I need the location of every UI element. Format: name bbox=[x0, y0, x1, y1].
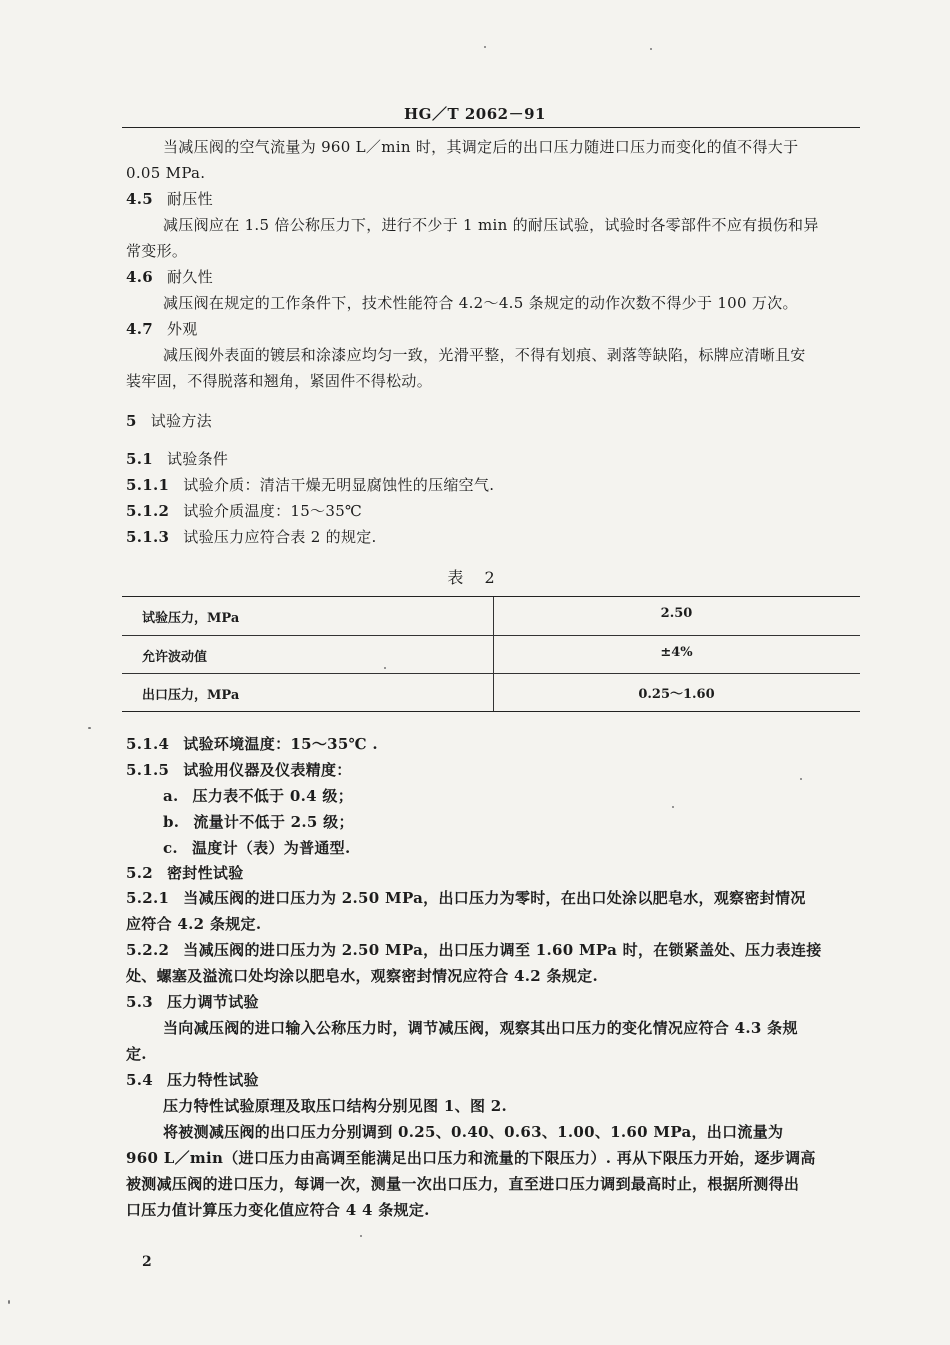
header-rule bbox=[122, 127, 860, 128]
row-label: 允许波动值 bbox=[142, 650, 208, 665]
list-text: 温度计（表）为普通型. bbox=[191, 839, 351, 857]
clause-5-2-1-line-2: 应符合 4.2 条规定. bbox=[126, 915, 262, 933]
scan-speck bbox=[8, 1300, 10, 1304]
section-5-4-line-2: 将被测减压阀的出口压力分别调到 0.25、0.40、0.63、1.00、1.60 MPa，出口流量为 bbox=[163, 1123, 784, 1141]
section-title: 试验方法 bbox=[150, 412, 212, 430]
section-4-6-heading bbox=[126, 266, 213, 288]
row-value: ±4% bbox=[660, 645, 693, 660]
section-5-3-heading bbox=[126, 991, 259, 1013]
list-item-c bbox=[163, 837, 351, 859]
section-title: 外观 bbox=[167, 320, 198, 338]
scan-speck bbox=[800, 778, 802, 780]
clause-text: 当减压阀的进口压力为 2.50 MPa，出口压力调至 1.60 MPa 时，在锁紧盖处、压力表连接 bbox=[183, 941, 822, 959]
clause-text: 试验介质温度：15～35℃ bbox=[183, 502, 363, 520]
clause-5-2-2-line-1 bbox=[126, 939, 822, 961]
clause-5-1-4 bbox=[126, 733, 378, 755]
clause-number: 5.2.1 bbox=[126, 889, 170, 907]
clause-number: 5.1.3 bbox=[126, 528, 170, 546]
clause-number: 5.1.2 bbox=[126, 502, 170, 520]
section-number: 5.1 bbox=[126, 450, 153, 468]
table-row bbox=[122, 673, 860, 712]
paragraph-4-3-line-2: 0.05 MPa. bbox=[126, 164, 206, 182]
section-number: 4.6 bbox=[126, 268, 153, 286]
list-item-b bbox=[163, 811, 354, 833]
clause-number: 5.1.1 bbox=[126, 476, 170, 494]
standard-code-header: HG／T 2062－91 bbox=[404, 105, 546, 123]
section-title: 压力调节试验 bbox=[167, 993, 259, 1011]
list-marker: a. bbox=[163, 787, 179, 805]
section-5-4-line-5: 口压力值计算压力变化值应符合 4 4 条规定. bbox=[126, 1201, 430, 1219]
table-row bbox=[122, 635, 860, 674]
list-text: 流量计不低于 2.5 级； bbox=[193, 813, 354, 831]
clause-5-1-2 bbox=[126, 500, 362, 522]
list-item-a bbox=[163, 785, 353, 807]
section-4-6-line-1: 减压阀在规定的工作条件下，技术性能符合 4.2～4.5 条规定的动作次数不得少于 100 万次。 bbox=[163, 294, 798, 312]
list-marker: b. bbox=[163, 813, 180, 831]
section-4-5-line-2: 常变形。 bbox=[126, 242, 188, 260]
section-5-4-line-4: 被测减压阀的进口压力，每调一次，测量一次出口压力，直至进口压力调到最高时止，根据所测得出 bbox=[126, 1175, 800, 1193]
section-title: 耐压性 bbox=[167, 190, 213, 208]
page-number: 2 bbox=[142, 1254, 152, 1270]
scan-speck bbox=[360, 1235, 362, 1237]
scan-speck bbox=[384, 667, 386, 669]
row-label: 出口压力，MPa bbox=[142, 688, 240, 703]
list-text: 压力表不低于 0.4 级； bbox=[192, 787, 353, 805]
clause-number: 5.2.2 bbox=[126, 941, 170, 959]
row-value: 0.25～1.60 bbox=[638, 687, 715, 702]
section-5-4-line-3: 960 L／min（进口压力由高调至能满足出口压力和流量的下限压力）. 再从下限压力开始，逐步调高 bbox=[126, 1149, 816, 1167]
section-5-heading bbox=[126, 410, 212, 432]
section-5-4-line-1: 压力特性试验原理及取压口结构分别见图 1、图 2. bbox=[163, 1097, 508, 1115]
clause-5-2-1-line-1 bbox=[126, 887, 806, 909]
clause-text: 试验压力应符合表 2 的规定. bbox=[183, 528, 377, 546]
scan-speck bbox=[672, 806, 674, 808]
clause-text: 当减压阀的进口压力为 2.50 MPa，出口压力为零时，在出口处涂以肥皂水，观察密封情况 bbox=[183, 889, 806, 907]
row-label: 试验压力，MPa bbox=[142, 611, 240, 626]
section-number: 4.7 bbox=[126, 320, 153, 338]
table-row bbox=[122, 597, 860, 635]
section-5-1-heading bbox=[126, 448, 228, 470]
section-title: 耐久性 bbox=[167, 268, 213, 286]
clause-5-1-5 bbox=[126, 759, 352, 781]
list-marker: c. bbox=[163, 839, 178, 857]
clause-5-1-3 bbox=[126, 526, 377, 548]
clause-5-2-2-line-2: 处、螺塞及溢流口处均涂以肥皂水，观察密封情况应符合 4.2 条规定. bbox=[126, 967, 598, 985]
clause-text: 试验用仪器及仪表精度： bbox=[183, 761, 352, 779]
scan-speck bbox=[484, 46, 486, 48]
clause-number: 5.1.5 bbox=[126, 761, 170, 779]
section-title: 密封性试验 bbox=[167, 864, 244, 882]
row-value: 2.50 bbox=[660, 606, 693, 621]
section-number: 5.3 bbox=[126, 993, 153, 1011]
clause-5-1-1 bbox=[126, 474, 494, 496]
clause-number: 5.1.4 bbox=[126, 735, 170, 753]
section-4-5-heading bbox=[126, 188, 213, 210]
section-number: 4.5 bbox=[126, 190, 153, 208]
section-number: 5.4 bbox=[126, 1071, 153, 1089]
section-5-3-line-1: 当向减压阀的进口输入公称压力时，调节减压阀，观察其出口压力的变化情况应符合 4.3 条规 bbox=[163, 1019, 798, 1037]
section-title: 压力特性试验 bbox=[167, 1071, 259, 1089]
section-number: 5.2 bbox=[126, 864, 153, 882]
section-4-7-line-2: 装牢固，不得脱落和翘角，紧固件不得松动。 bbox=[126, 372, 433, 390]
scan-speck bbox=[650, 48, 652, 50]
section-4-7-line-1: 减压阀外表面的镀层和涂漆应均匀一致，光滑平整，不得有划痕、剥落等缺陷，标牌应清晰且安 bbox=[163, 346, 806, 364]
paragraph-4-3-line-1: 当减压阀的空气流量为 960 L／min 时，其调定后的出口压力随进口压力而变化的值不得大于 bbox=[163, 138, 799, 156]
section-4-7-heading bbox=[126, 318, 198, 340]
section-5-2-heading bbox=[126, 862, 244, 884]
table-title: 表 2 bbox=[447, 568, 503, 587]
section-title: 试验条件 bbox=[167, 450, 229, 468]
section-4-5-line-1: 减压阀应在 1.5 倍公称压力下，进行不少于 1 min 的耐压试验，试验时各零部件不应有损伤和异 bbox=[163, 216, 819, 234]
clause-text: 试验环境温度：15～35℃ . bbox=[183, 735, 378, 753]
section-5-3-line-2: 定. bbox=[126, 1045, 147, 1063]
test-pressure-table bbox=[122, 596, 860, 712]
section-number: 5 bbox=[126, 412, 137, 430]
clause-text: 试验介质：清洁干燥无明显腐蚀性的压缩空气. bbox=[183, 476, 495, 494]
scan-speck bbox=[88, 727, 91, 729]
section-5-4-heading bbox=[126, 1069, 259, 1091]
